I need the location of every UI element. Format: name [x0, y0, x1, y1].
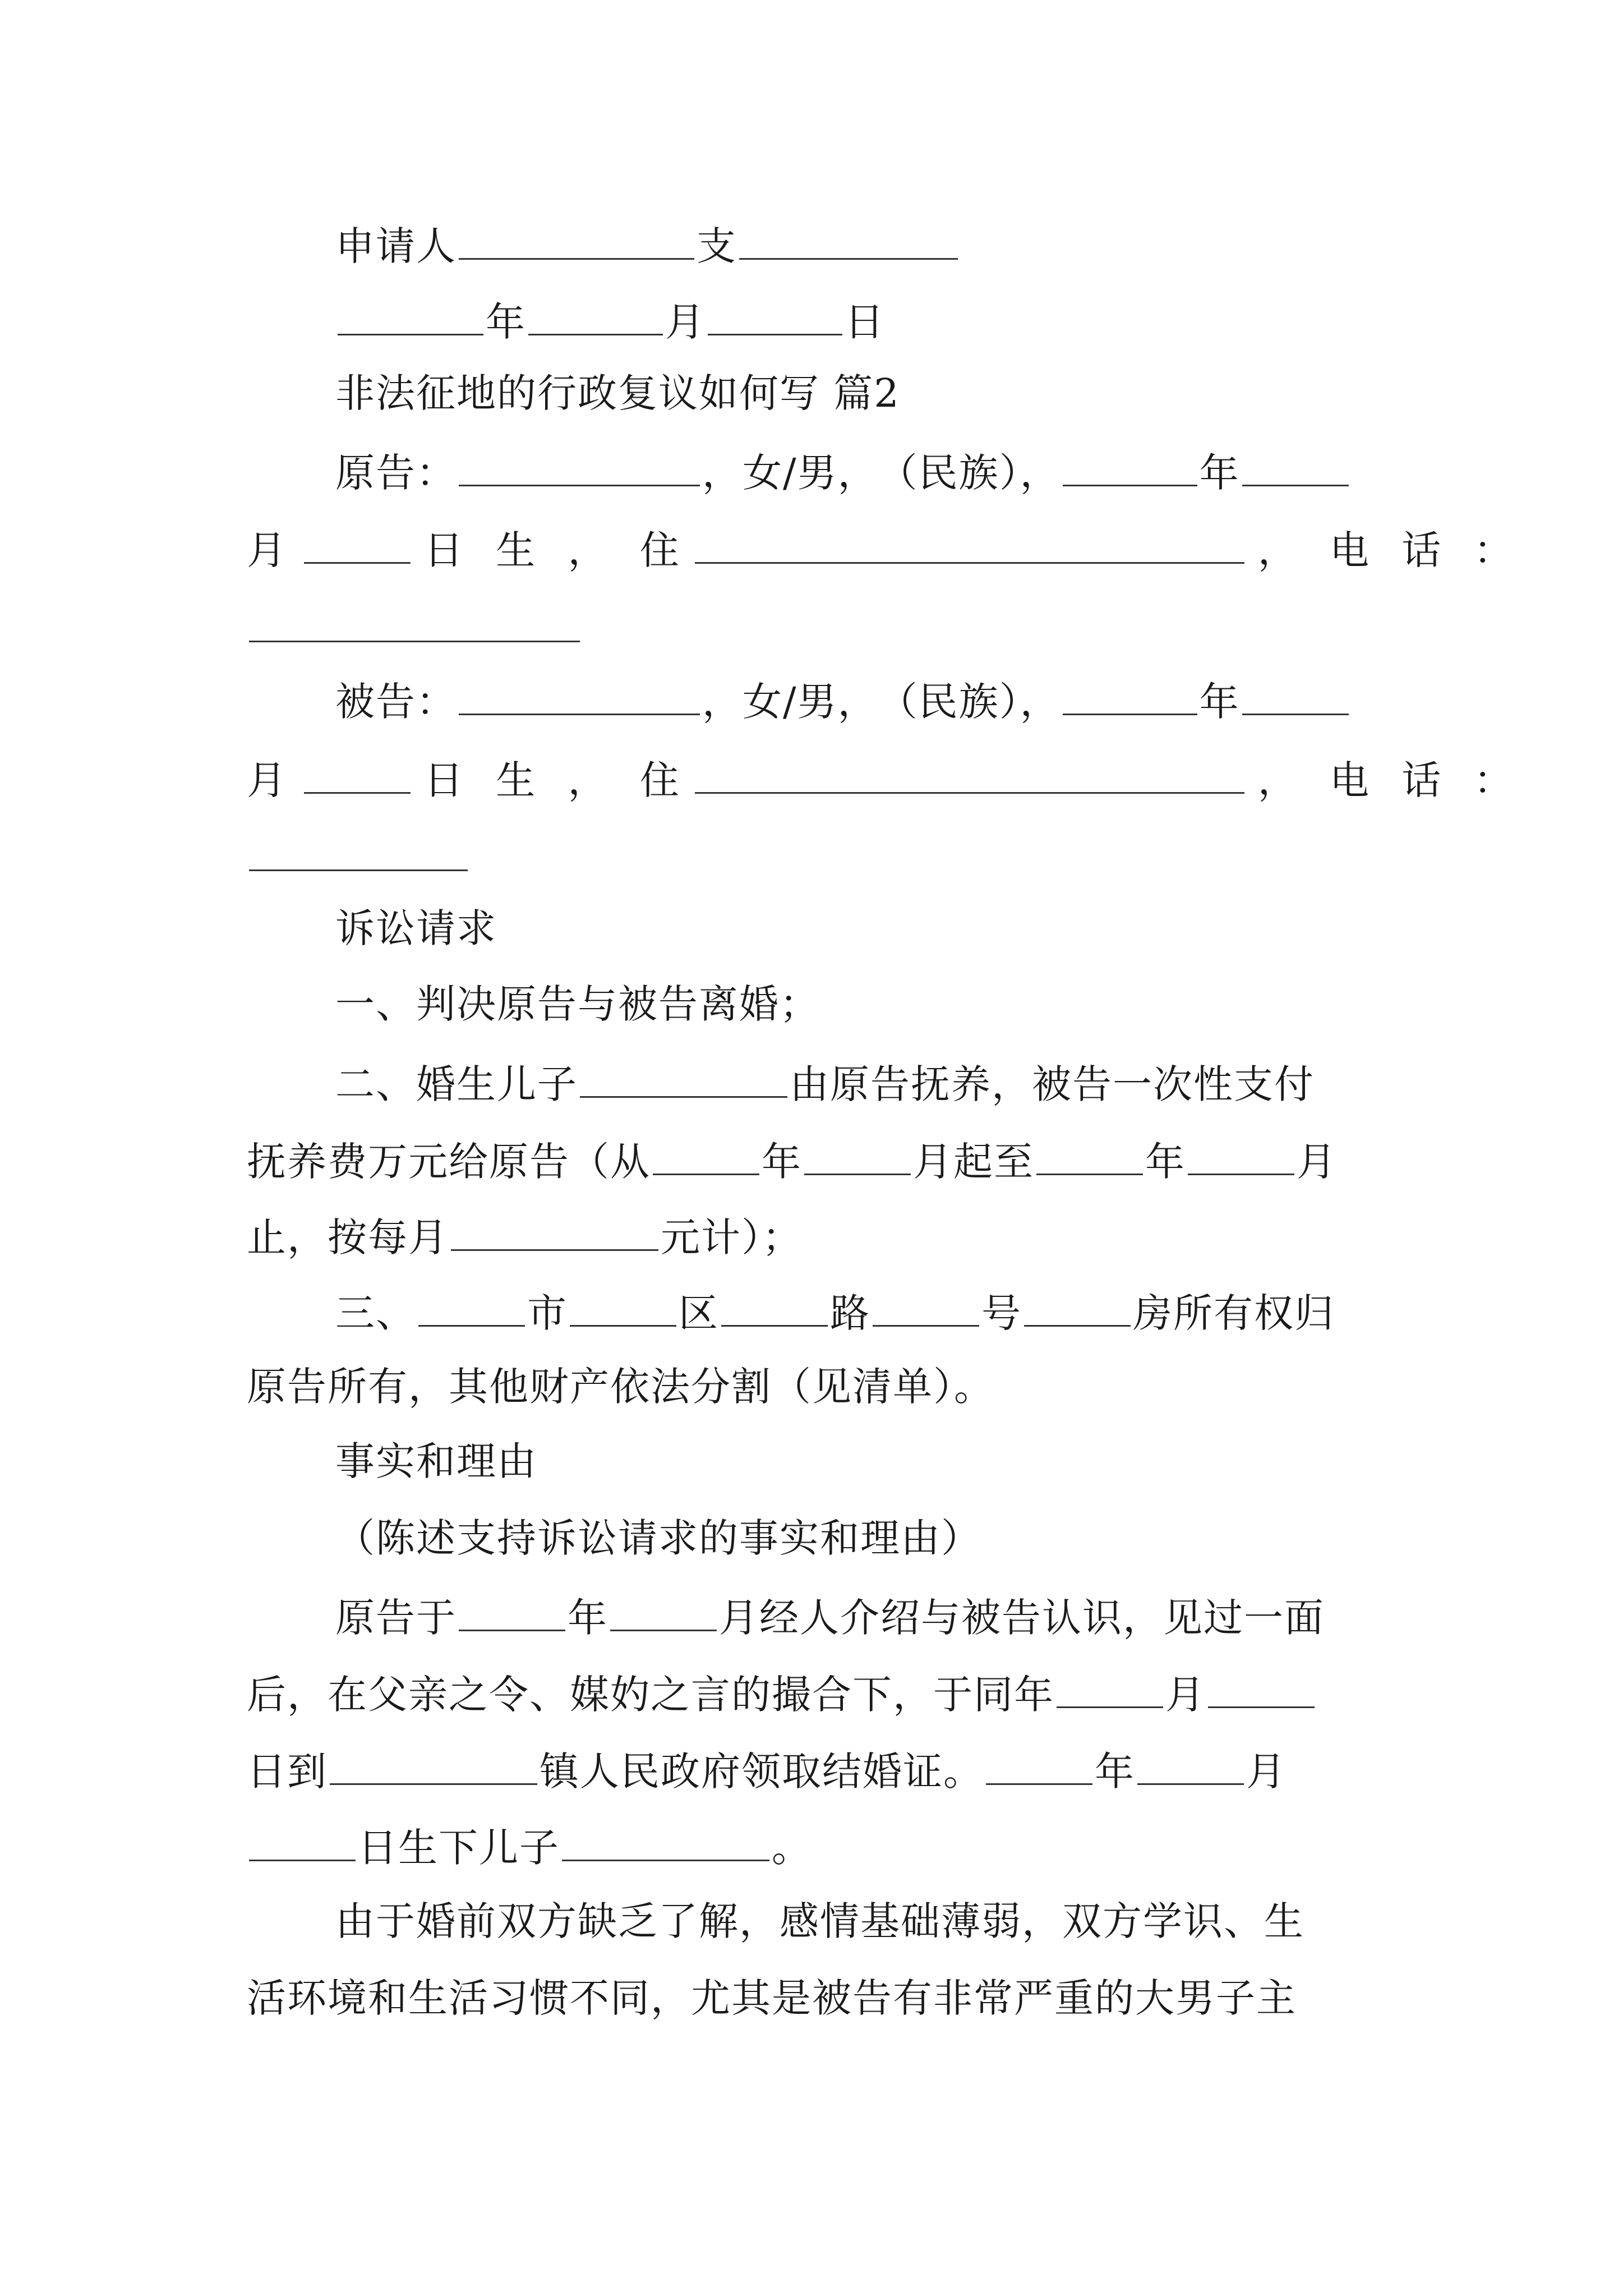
facts-p2-line-2: 活环境和生活习惯不同，尤其是被告有非常严重的大男子主	[247, 1975, 1297, 2021]
blank[interactable]	[653, 1139, 759, 1175]
claim-text: 三、	[335, 1290, 416, 1336]
blank[interactable]	[459, 679, 700, 715]
blank[interactable]	[249, 1825, 356, 1861]
blank[interactable]	[338, 299, 483, 335]
year-label: 年	[1095, 1749, 1135, 1795]
claims-title: 诉讼请求	[335, 905, 497, 951]
defendant-label: 被告：	[335, 679, 457, 725]
phone-label: ， 电 话 ：	[1257, 757, 1523, 803]
blank[interactable]	[1063, 679, 1197, 715]
claim-1: 一、判决原告与被告离婚；	[335, 981, 820, 1027]
year-label: 年	[1199, 450, 1240, 496]
para-text: 镇人民政府领取结婚证。	[540, 1749, 984, 1795]
blank[interactable]	[249, 606, 580, 642]
para-text: 原告于	[335, 1595, 457, 1641]
plaintiff-line-2	[247, 527, 1523, 573]
blank[interactable]	[1063, 450, 1197, 486]
born-label: 日 生 ， 住	[424, 757, 689, 803]
blank[interactable]	[330, 1749, 537, 1785]
blank[interactable]	[304, 757, 411, 794]
month-label: 月	[247, 757, 287, 803]
branch-label: 支	[697, 223, 737, 269]
plaintiff-label: 原告：	[335, 450, 457, 496]
blank[interactable]	[1242, 679, 1349, 715]
facts-p1-line-3	[247, 1749, 1287, 1795]
facts-title: 事实和理由	[335, 1438, 537, 1484]
blank[interactable]	[873, 1290, 979, 1327]
plaintiff-line-1	[335, 450, 1351, 496]
claim-2-line-1	[335, 1061, 1315, 1107]
blank[interactable]	[562, 1825, 769, 1861]
blank[interactable]	[1024, 1290, 1131, 1327]
claim-3-line-2: 原告所有，其他财产依法分割（见清单）。	[247, 1364, 994, 1410]
blank[interactable]	[459, 450, 700, 486]
claim-text: 止，按每月	[247, 1214, 449, 1260]
year-label: 年	[762, 1139, 802, 1185]
blank[interactable]	[459, 223, 694, 260]
blank[interactable]	[708, 299, 842, 335]
blank[interactable]	[986, 1749, 1092, 1785]
claim-2-line-2	[247, 1139, 1337, 1185]
number-label: 号	[981, 1290, 1022, 1336]
facts-p1-line-4	[247, 1825, 812, 1871]
claim-text: 抚养费万元给原告（从	[247, 1139, 651, 1185]
facts-note: （陈述支持诉讼请求的事实和理由）	[335, 1515, 981, 1561]
district-label: 区	[679, 1290, 719, 1336]
claim-text: 月起至	[913, 1139, 1034, 1185]
blank[interactable]	[610, 1595, 717, 1631]
applicant-line	[335, 223, 960, 269]
day-label: 日	[845, 299, 885, 345]
section-heading: 非法征地的行政复议如何写 篇2	[335, 370, 900, 416]
blank[interactable]	[695, 527, 1244, 564]
blank[interactable]	[249, 835, 468, 871]
month-label: 月	[247, 527, 287, 573]
claim-3-line-1	[335, 1290, 1335, 1336]
blank[interactable]	[580, 1061, 787, 1098]
sex-label: ，女/男，	[702, 450, 878, 496]
claim-text: 二、婚生儿子	[335, 1061, 578, 1107]
date-line	[335, 299, 885, 345]
blank[interactable]	[418, 1290, 525, 1327]
blank[interactable]	[304, 527, 411, 564]
phone-label: ， 电 话 ：	[1257, 527, 1523, 573]
blank[interactable]	[695, 757, 1244, 794]
sex-label: ，女/男，	[702, 679, 878, 725]
born-label: 日 生 ， 住	[424, 527, 689, 573]
para-text: 。	[772, 1825, 812, 1871]
blank[interactable]	[721, 1290, 828, 1327]
blank[interactable]	[1188, 1139, 1294, 1175]
claim-text: 房所有权归	[1133, 1290, 1335, 1336]
blank[interactable]	[1137, 1749, 1244, 1785]
year-label: 年	[568, 1595, 608, 1641]
road-label: 路	[830, 1290, 870, 1336]
ethnic-label: （民族），	[878, 679, 1061, 725]
para-text: 日生下儿子	[358, 1825, 560, 1871]
claim-text: 元计）；	[661, 1214, 803, 1260]
facts-p2-line-1: 由于婚前双方缺乏了解，感情基础薄弱，双方学识、生	[335, 1898, 1304, 1944]
blank[interactable]	[1057, 1672, 1163, 1708]
para-text: 日到	[247, 1749, 328, 1795]
claim-text: 由原告抚养，被告一次性支付	[790, 1061, 1315, 1107]
defendant-line-2	[247, 757, 1523, 803]
blank[interactable]	[804, 1139, 911, 1175]
defendant-line-3	[247, 835, 470, 877]
year-label: 年	[1145, 1139, 1186, 1185]
applicant-label: 申请人	[335, 223, 457, 269]
ethnic-label: （民族），	[878, 450, 1061, 496]
para-text: 月经人介绍与被告认识，见过一面	[719, 1595, 1325, 1641]
blank[interactable]	[1036, 1139, 1143, 1175]
claim-2-line-3	[247, 1214, 803, 1260]
city-label: 市	[527, 1290, 568, 1336]
blank[interactable]	[1208, 1672, 1315, 1708]
blank[interactable]	[451, 1214, 658, 1251]
facts-p1-line-1	[335, 1595, 1325, 1641]
year-label: 年	[486, 299, 526, 345]
blank[interactable]	[739, 223, 958, 260]
facts-p1-line-2	[247, 1672, 1317, 1718]
month-label: 月	[1246, 1749, 1287, 1795]
para-text: 后，在父亲之令、媒妁之言的撮合下，于同年	[247, 1672, 1054, 1718]
blank[interactable]	[528, 299, 663, 335]
year-label: 年	[1199, 679, 1240, 725]
defendant-line-1	[335, 679, 1351, 725]
month-label: 月	[1297, 1139, 1337, 1185]
month-label: 月	[665, 299, 706, 345]
blank[interactable]	[570, 1290, 676, 1327]
blank[interactable]	[459, 1595, 565, 1631]
blank[interactable]	[1242, 450, 1349, 486]
plaintiff-line-3	[247, 606, 582, 648]
month-label: 月	[1165, 1672, 1206, 1718]
